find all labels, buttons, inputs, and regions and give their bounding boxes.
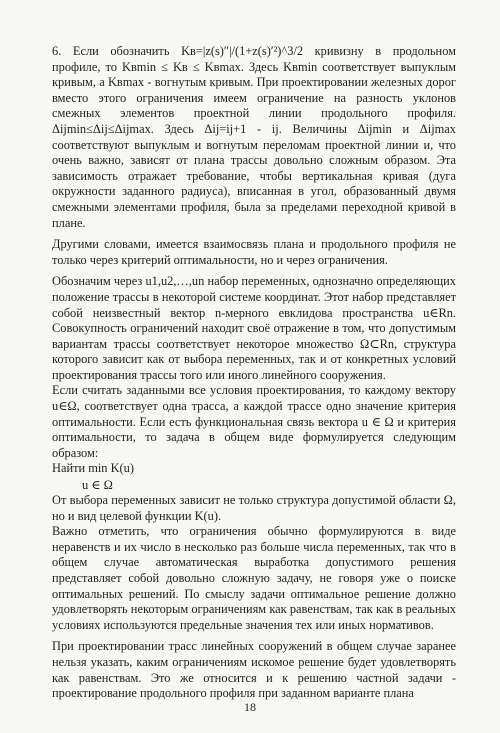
page-number: 18 [244,700,256,714]
paragraph-constraints: Важно отметить, что ограничения обычно формулируются в виде неравенств и их число в несколько раз больше числа переменных, так что в общем случае автоматическая выработка допустимого решения представляет собой довольно сложную задачу, не говоря уже о поиске оптимальных решений. По смыслу задачи оптимальное решение должно удовлетворять некоторым ограничениям как равенствам, так как в реальных условиях используются предельные значения тех или иных нормативов. [52,524,456,632]
paragraph-curvature: 6. Если обозначить Kв=|z(s)″|/(1+z(s)′²)^3/2 кривизну в продольном профиле, то Kвmin ≤ Kв ≤ Kвmax. Здесь Kвmin соответствует выпуклым кривым, а Kвmax - вогнутым кривым. При проектировании железных дорог вместо этого ограничения имеем ограничение на разность уклонов смежных элементов проектной линии продольного профиля. Δijmin≤Δij≤Δijmax. Здесь Δij=ij+1 - ij. Величины Δijmin и Δijmax соответствуют выпуклым и вогнутым переломам проектной линии и, что очень важно, зависят от плана трассы довольно сложным образом. Эта зависимость отражает требование, чтобы вертикальная кривая (дуга окружности заданного радиуса), вписанная в угол, образованный двумя смежными элементами профиля, была за пределами переходной кривой в плане. [52,44,456,230]
paragraph-interrelation: Другими словами, имеется взаимосвязь плана и продольного профиля не только через критерий оптимальности, но и через ограничения. [52,237,456,267]
paragraph-domain-structure: От выбора переменных зависит не только структура допустимой области Ω, но и вид целевой функции K(u). [52,493,456,523]
paragraph-variables: Обозначим через u1,u2,…,un набор переменных, однозначно определяющих положение трассы в некоторой системе координат. Этот набор представляет собой неизвестный вектор n-мерного евклидова пространства u∈Rn. Совокупность ограничений находит своё отражение в том, что допустимым вариантам трассы соответствует некоторое множество Ω⊂Rn, структура которого зависит как от выбора переменных, так и от конкретных условий проектирования трассы того или иного линейного сооружения. [52,274,456,382]
paragraph-task-statement: Если считать заданными все условия проектирования, то каждому вектору u∈Ω, соответствует одна трасса, а каждой трассе одно значение критерия оптимальности. Если есть функциональная связь вектора u ∈ Ω и критерия оптимальности, то задача в общем виде формулируется следующим образом: [52,383,456,460]
formula-domain: u ∈ Ω [82,478,113,493]
paragraph-linear-structures: При проектировании трасс линейных сооружений в общем случае заранее нельзя указать, каким ограничениям искомое решение будет удовлетворять как равенствам. Это же относится и к решению частной задачи - проектирование продольного профиля при заданном варианте плана [52,639,456,701]
formula-minimize: Найти min K(u) [52,461,134,476]
